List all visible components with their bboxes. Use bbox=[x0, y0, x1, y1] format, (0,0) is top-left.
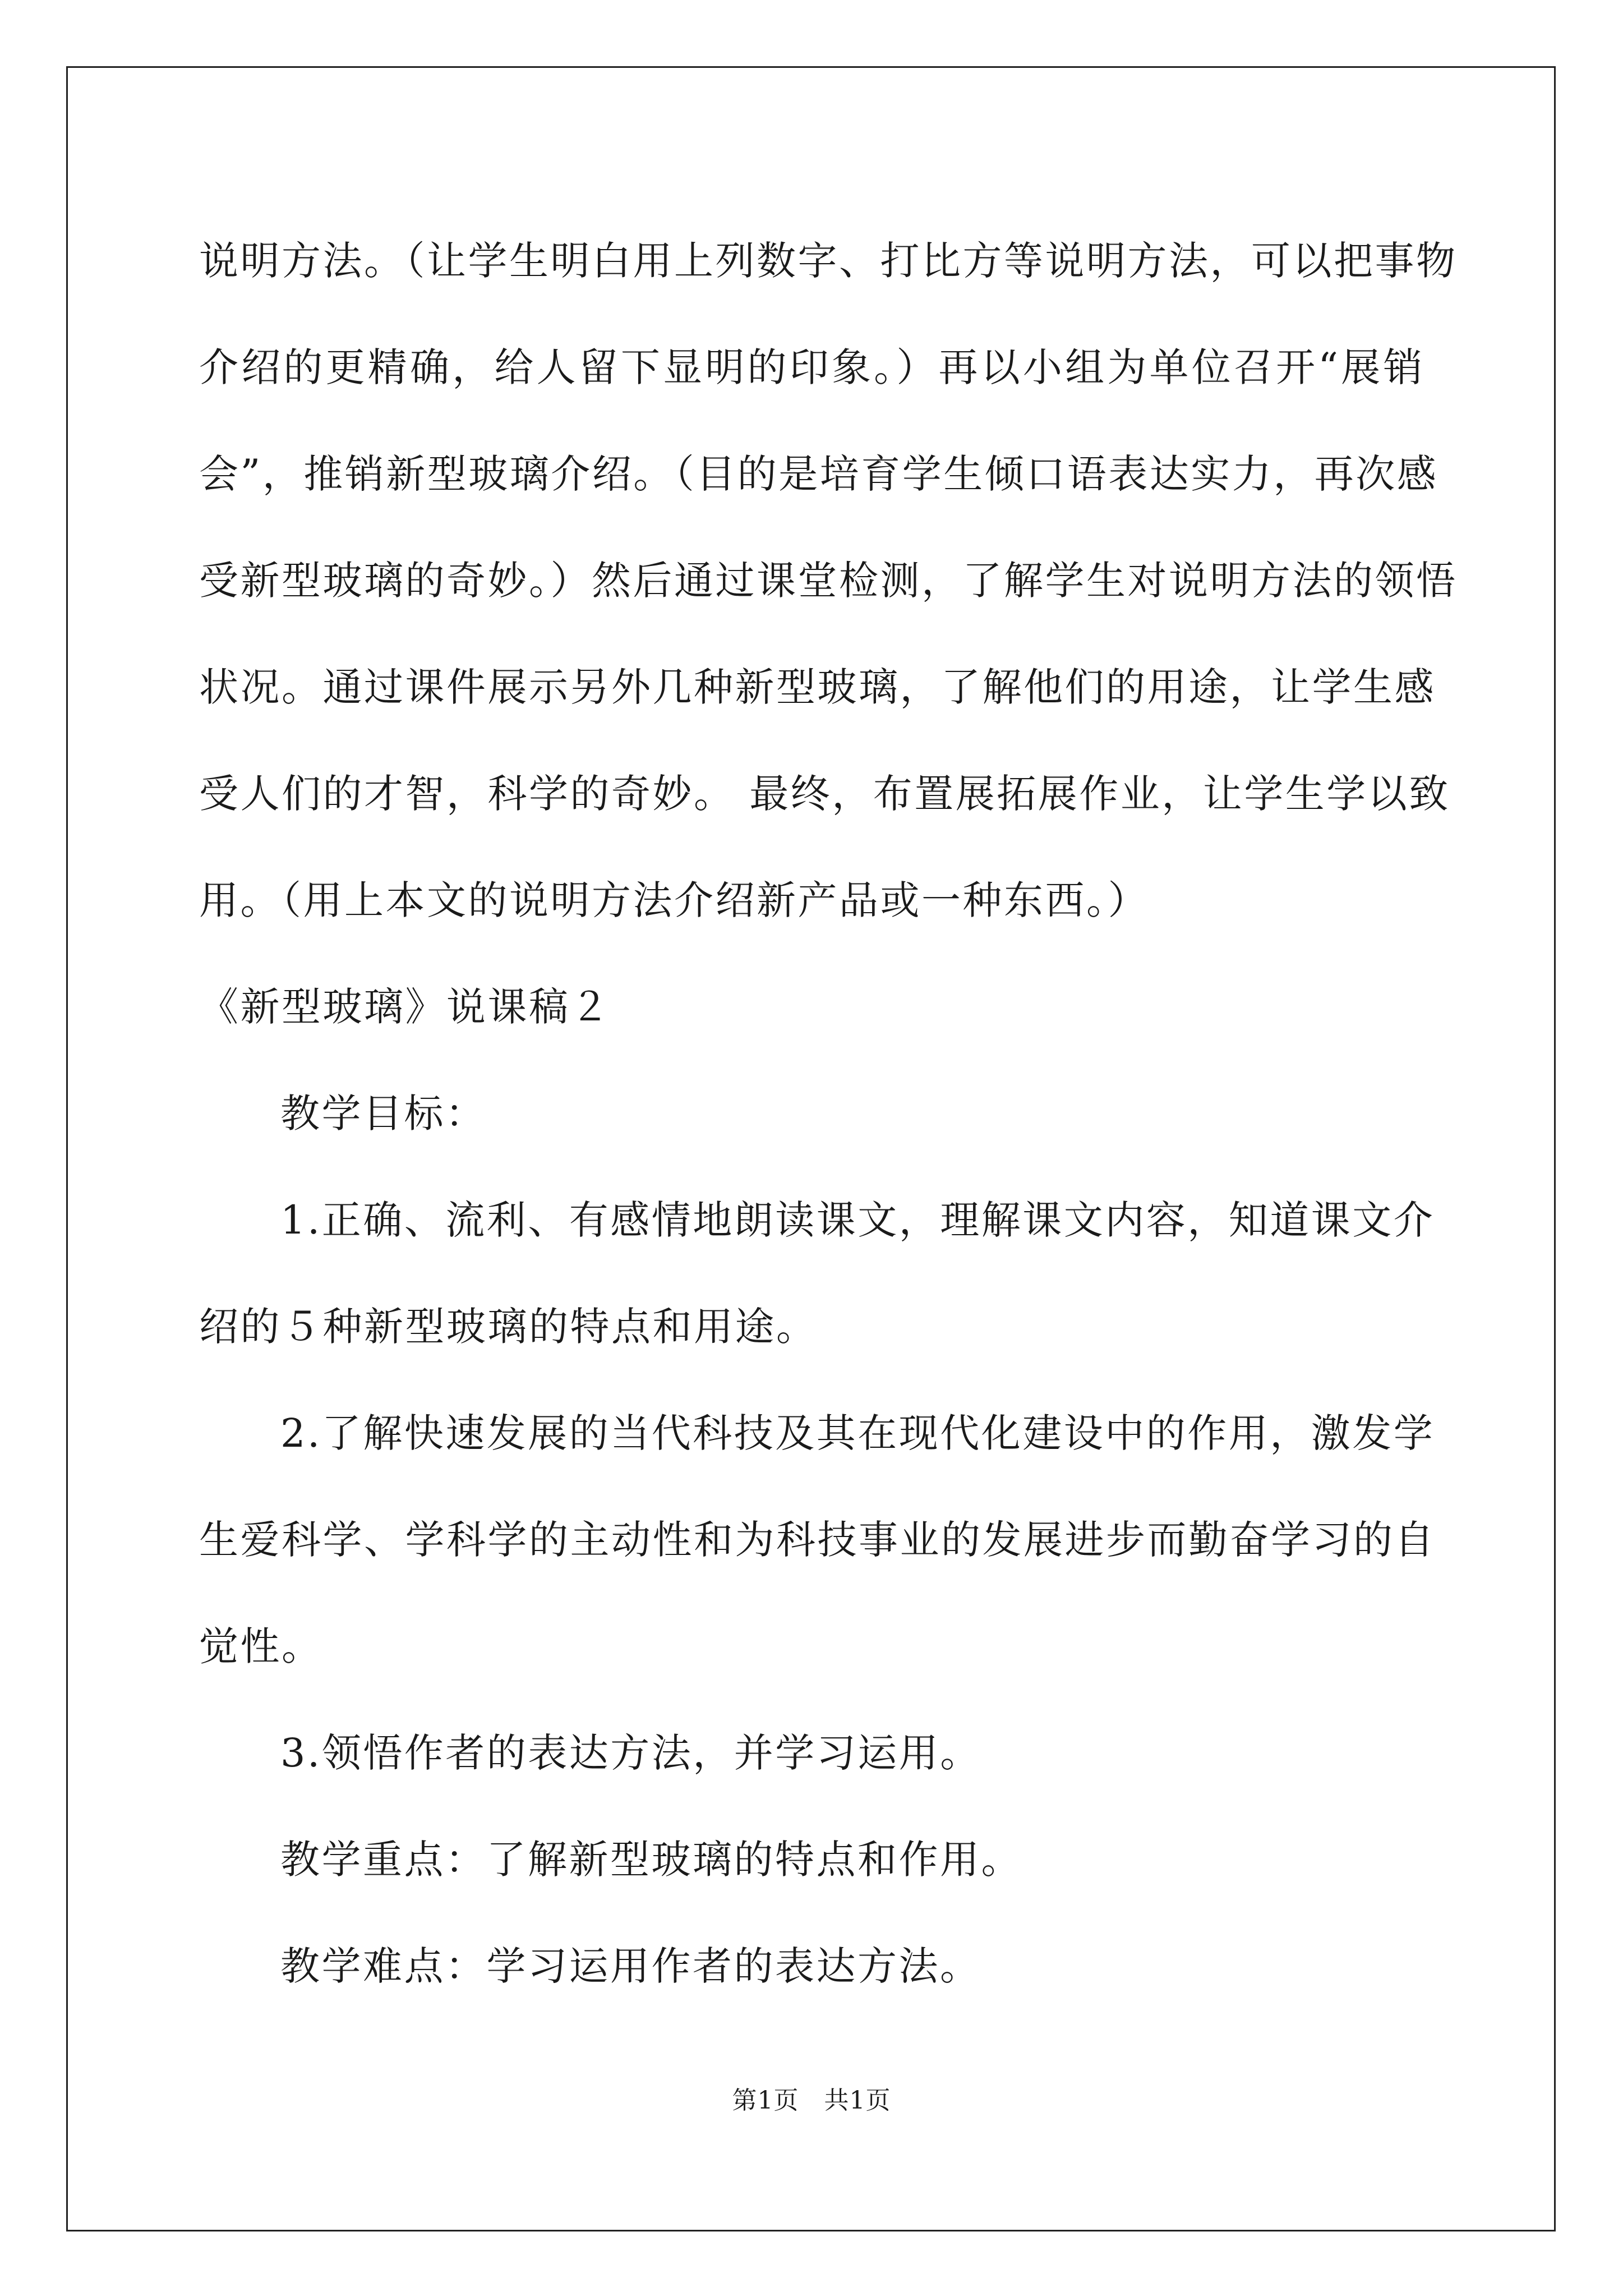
text-line: 教学重点：了解新型玻璃的特点和作用。 bbox=[280, 1837, 1022, 1883]
text-line: 绍的５种新型玻璃的特点和用途。 bbox=[199, 1304, 818, 1350]
text-line: 说明方法。（让学生明白用上列数字、打比方等说明方法，可以把事物 bbox=[199, 238, 1458, 284]
text-line: 觉性。 bbox=[199, 1623, 323, 1669]
document-body bbox=[199, 208, 1458, 2019]
text-line: 教学目标： bbox=[280, 1091, 487, 1137]
text-line: 《新型玻璃》说课稿２ bbox=[199, 984, 611, 1030]
text-line: 介绍的更精确，给人留下显明的印象。）再以小组为单位召开“展销 bbox=[199, 344, 1424, 390]
page-footer: 第1页 共1页 bbox=[732, 2086, 891, 2115]
text-line: 状况。通过课件展示另外几种新型玻璃，了解他们的用途，让学生感 bbox=[199, 664, 1436, 710]
text-line: 1.正确、流利、有感情地朗读课文，理解课文内容，知道课文介 bbox=[280, 1197, 1435, 1243]
text-line: 生爱科学、学科学的主动性和为科技事业的发展进步而勤奋学习的自 bbox=[199, 1517, 1436, 1563]
text-line: 2.了解快速发展的当代科技及其在现代化建设中的作用，激发学 bbox=[280, 1410, 1435, 1456]
text-line: 3.领悟作者的表达方法，并学习运用。 bbox=[280, 1730, 981, 1776]
text-line: 教学难点：学习运用作者的表达方法。 bbox=[280, 1943, 981, 1989]
text-line: 会”，推销新型玻璃介绍。（目的是培育学生倾口语表达实力，再次感 bbox=[199, 451, 1438, 497]
text-line: 受人们的才智，科学的奇妙。 最终，布置展拓展作业，让学生学以致 bbox=[199, 771, 1450, 817]
text-line: 受新型玻璃的奇妙。）然后通过课堂检测，了解学生对说明方法的领悟 bbox=[199, 558, 1458, 604]
text-line: 用。（用上本文的说明方法介绍新产品或一种东西。） bbox=[199, 877, 1149, 923]
